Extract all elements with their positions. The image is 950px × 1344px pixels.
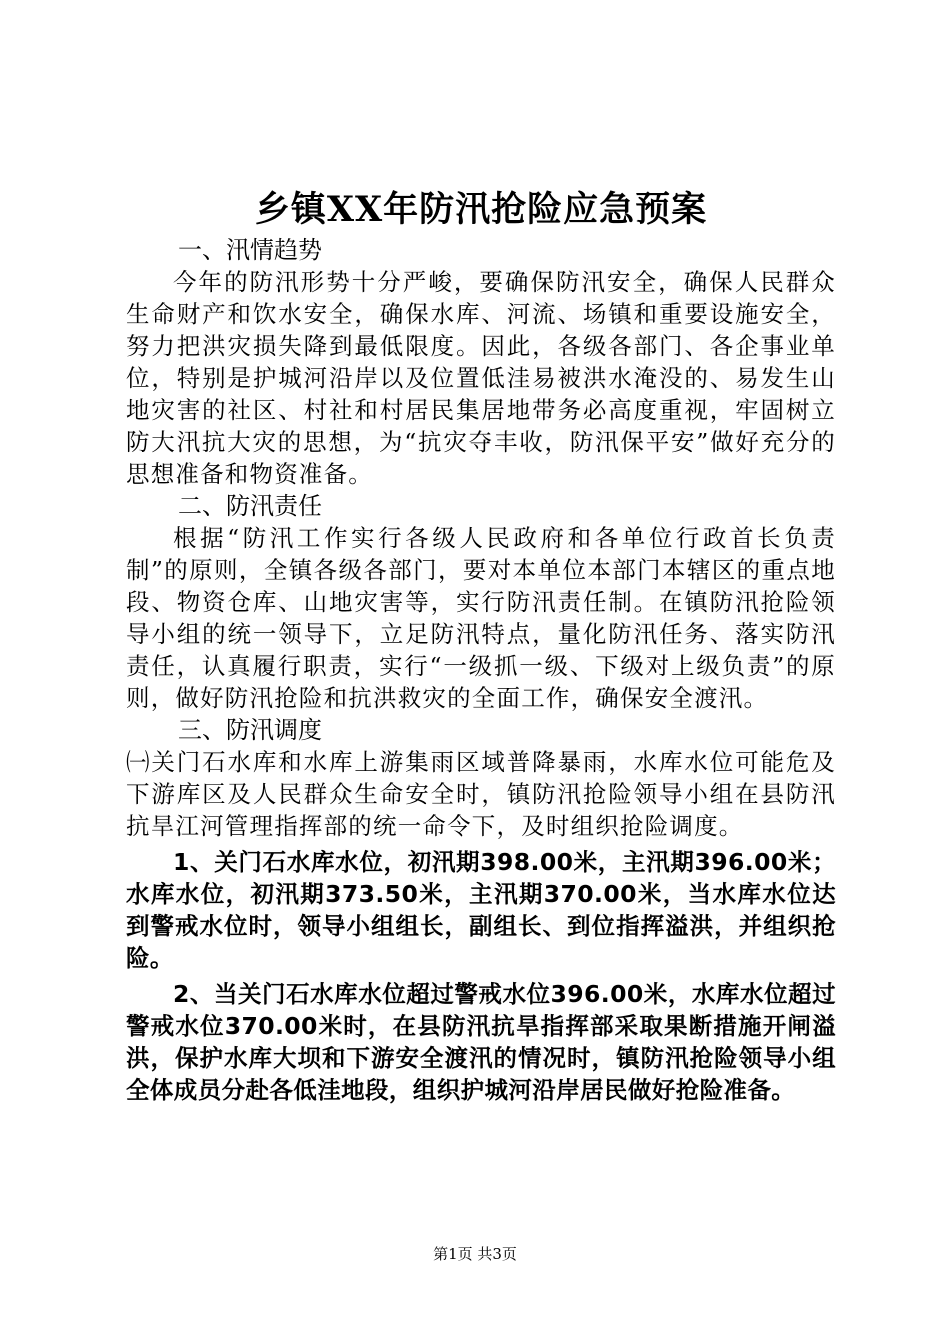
document-title: 乡镇XX年防汛抢险应急预案: [254, 189, 708, 230]
section-heading-responsibility: 二、防汛责任: [178, 492, 322, 520]
page-number-footer: 第1页 共3页: [433, 1245, 517, 1263]
document-body: [126, 186, 836, 1106]
paragraph-dispatch-item-1: 1、关门石水库水位，初汛期398.00米，主汛期396.00米；水库水位，初汛期373.50米，主汛期370.00米，当水库水位达到警戒水位时，领导小组组长，副组长、到位指挥溢洪，并组织抢险。: [126, 848, 836, 972]
section-heading-trend: 一、汛情趋势: [178, 236, 322, 264]
paragraph-responsibility: 根据“防汛工作实行各级人民政府和各单位行政首长负责制”的原则，全镇各级各部门，要对本单位本部门本辖区的重点地段、物资仓库、山地灾害等，实行防汛责任制。在镇防汛抢险领导小组的统一领导下，立足防汛特点，量化防汛任务、落实防汛责任，认真履行职责，实行“一级抓一级、下级对上级负责”的原则，做好防汛抢险和抗洪救灾的全面工作，确保安全渡汛。: [126, 524, 836, 712]
paragraph-trend: 今年的防汛形势十分严峻，要确保防汛安全，确保人民群众生命财产和饮水安全，确保水库、河流、场镇和重要设施安全，努力把洪灾损失降到最低限度。因此，各级各部门、各企事业单位，特别是护城河沿岸以及位置低洼易被洪水淹没的、易发生山地灾害的社区、村社和村居民集居地带务必高度重视，牢固树立防大汛抗大灾的思想，为“抗灾夺丰收，防汛保平安”做好充分的思想准备和物资准备。: [126, 268, 836, 488]
paragraph-dispatch-item-2: 2、当关门石水库水位超过警戒水位396.00米，水库水位超过警戒水位370.00米时，在县防汛抗旱指挥部采取果断措施开闸溢洪，保护水库大坝和下游安全渡汛的情况时，镇防汛抢险领导小组全体成员分赴各低洼地段，组织护城河沿岸居民做好抢险准备。: [126, 980, 836, 1104]
paragraph-dispatch-intro: ㈠关门石水库和水库上游集雨区域普降暴雨，水库水位可能危及下游库区及人民群众生命安全时，镇防汛抢险领导小组在县防汛抗旱江河管理指挥部的统一命令下，及时组织抢险调度。: [126, 748, 836, 840]
section-heading-dispatch: 三、防汛调度: [178, 716, 322, 744]
